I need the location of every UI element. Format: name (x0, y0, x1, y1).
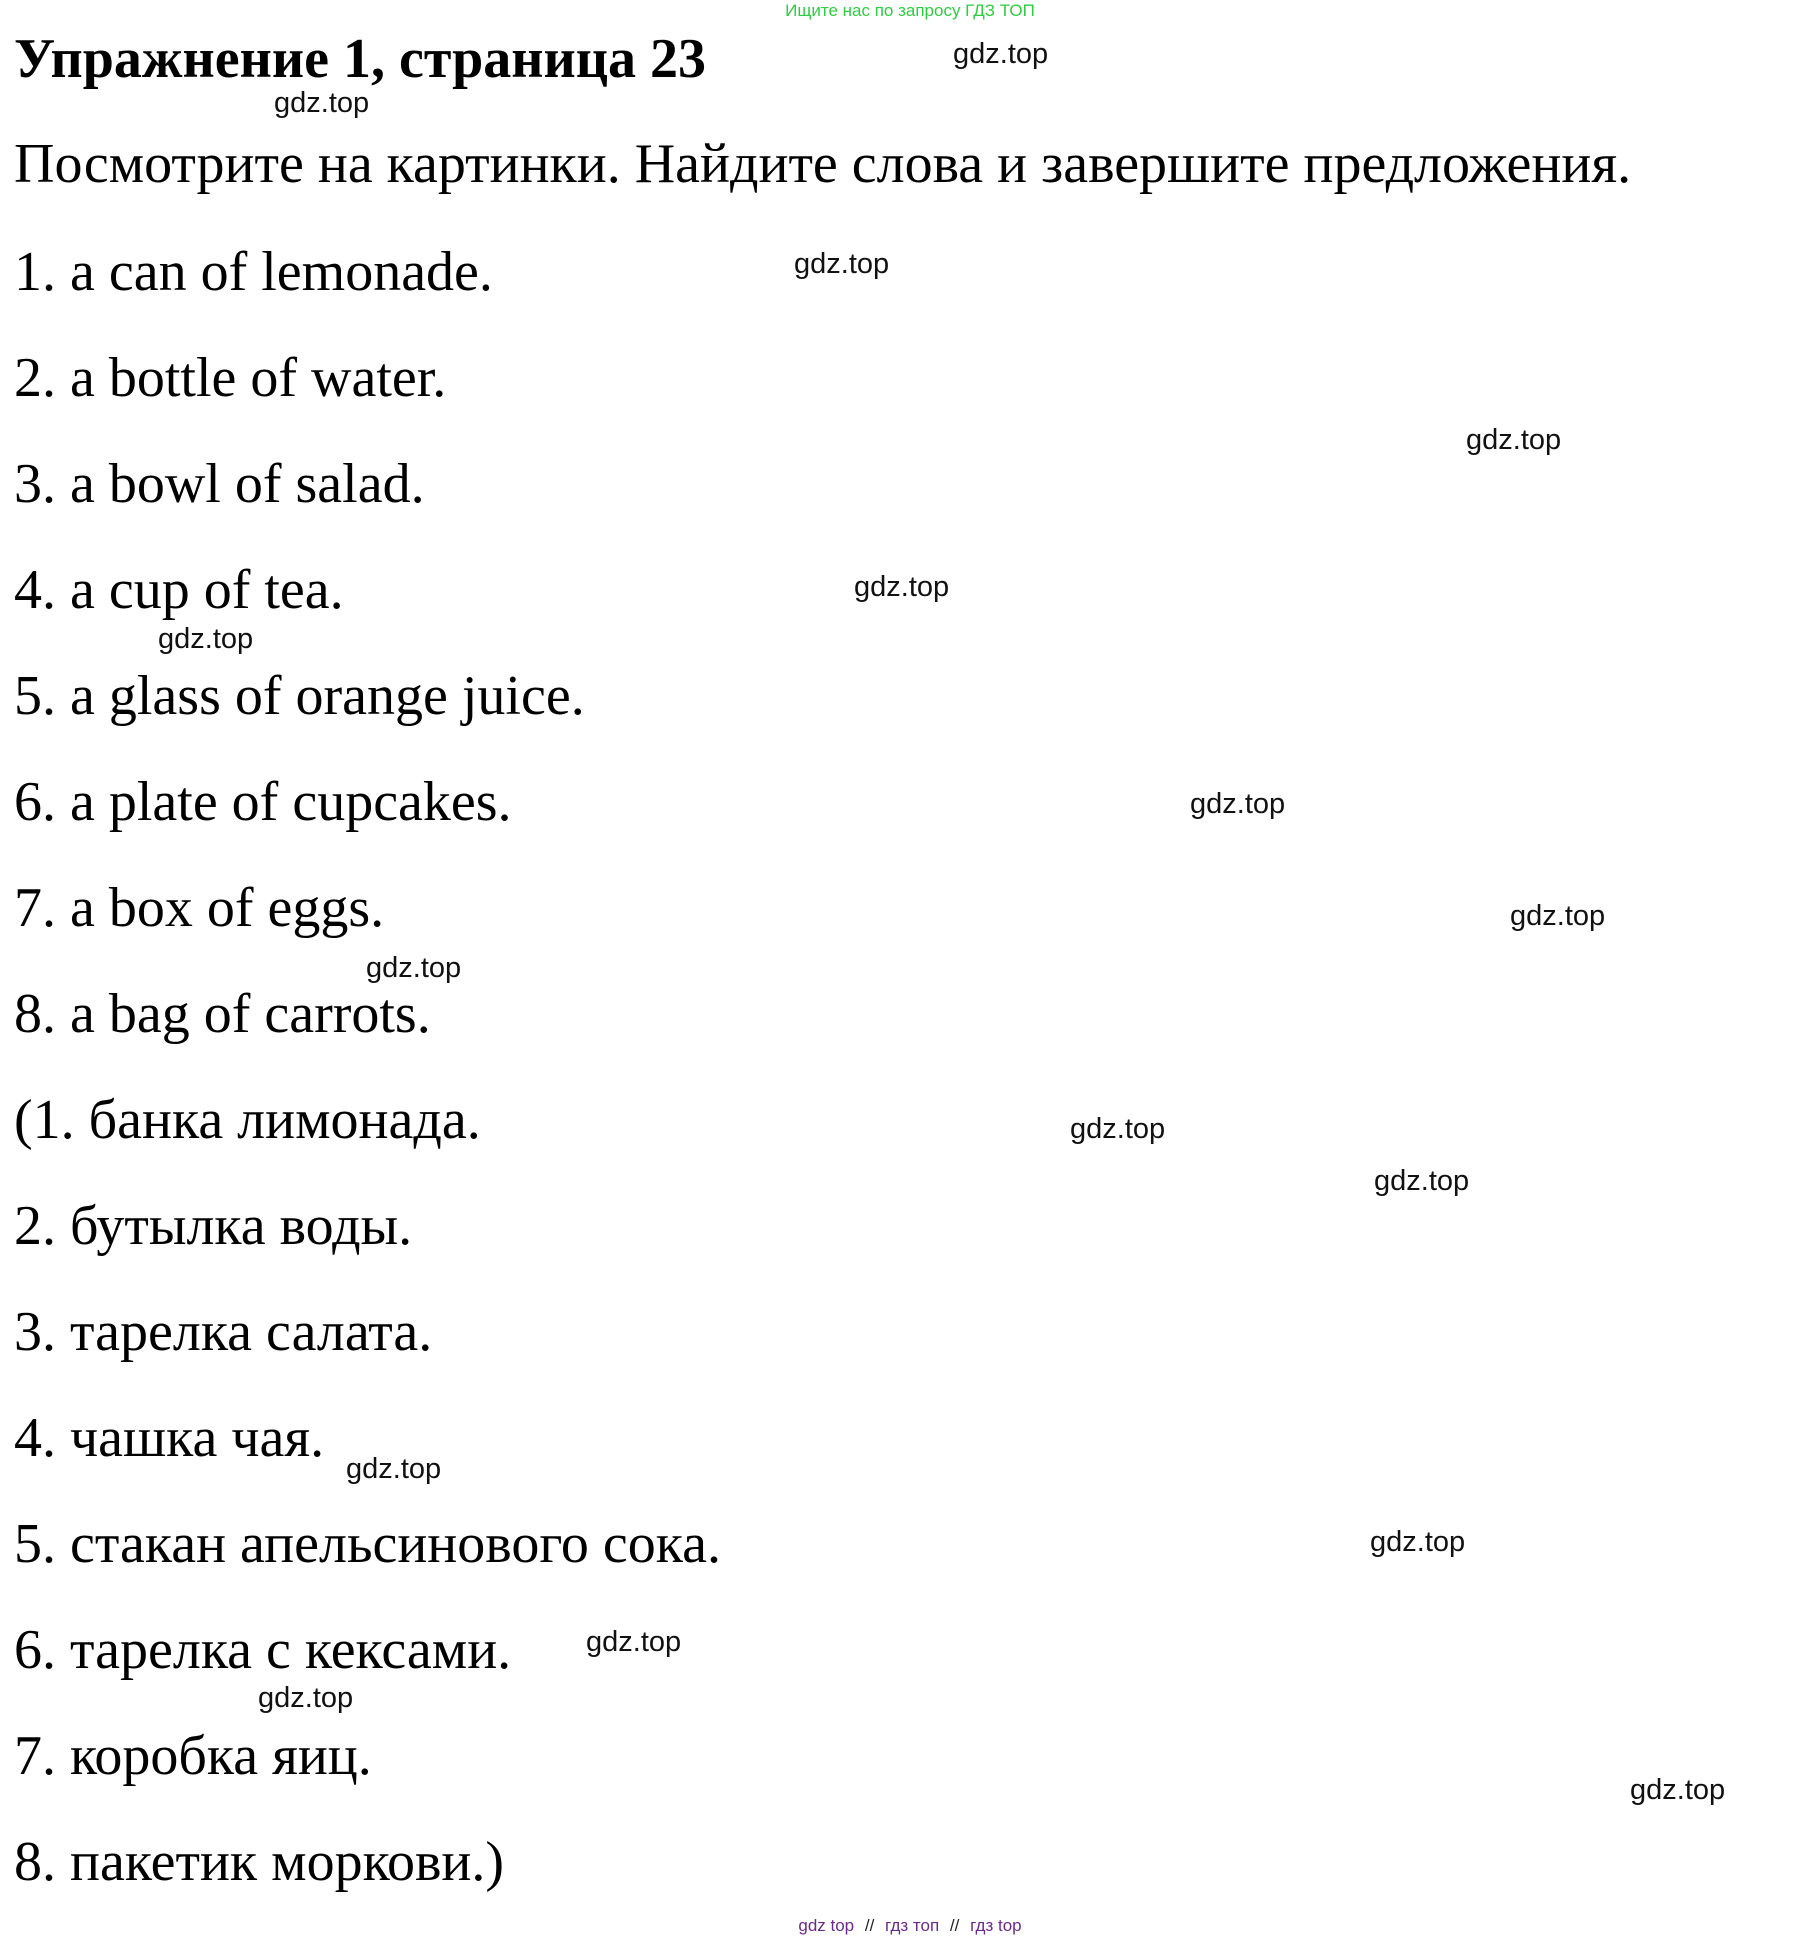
watermark: gdz.top (586, 1626, 682, 1658)
watermark: gdz.top (1070, 1113, 1166, 1145)
watermark: gdz.top (1190, 788, 1286, 820)
english-item-1: 1. a can of lemonade. (14, 241, 493, 303)
russian-item-1: (1. банка лимонада. (14, 1089, 481, 1151)
russian-item-6: 6. тарелка с кексами. (14, 1619, 512, 1681)
watermark: gdz.top (1630, 1774, 1726, 1806)
watermark: gdz.top (1370, 1526, 1466, 1558)
english-item-6: 6. a plate of cupcakes. (14, 771, 512, 833)
watermark: gdz.top (1510, 900, 1606, 932)
watermark: gdz.top (274, 87, 370, 119)
watermark: gdz.top (346, 1453, 442, 1485)
page-title: Упражнение 1, страница 23 (14, 28, 707, 90)
instruction-text: Посмотрите на картинки. Найдите слова и завершите предложения. (14, 133, 1632, 195)
watermark: gdz.top (258, 1682, 354, 1714)
russian-item-2: 2. бутылка воды. (14, 1195, 413, 1257)
watermark: gdz.top (953, 38, 1049, 70)
watermark: gdz.top (854, 571, 950, 603)
watermark: gdz.top (1374, 1165, 1470, 1197)
english-item-8: 8. a bag of carrots. (14, 983, 431, 1045)
footer-item[interactable]: gdz top (798, 1916, 855, 1935)
watermark: gdz.top (158, 623, 254, 655)
english-item-3: 3. a bowl of salad. (14, 453, 425, 515)
english-item-4: 4. a cup of tea. (14, 559, 344, 621)
footer-separator: // (864, 1916, 875, 1935)
english-item-7: 7. a box of eggs. (14, 877, 385, 939)
footer-item[interactable]: гдз top (970, 1916, 1022, 1935)
russian-item-8: 8. пакетик моркови.) (14, 1831, 504, 1893)
russian-item-3: 3. тарелка салата. (14, 1301, 433, 1363)
watermark: gdz.top (1466, 424, 1562, 456)
english-item-2: 2. a bottle of water. (14, 347, 447, 409)
top-banner: Ищите нас по запросу ГДЗ ТОП (785, 1, 1035, 20)
footer-links (0, 1915, 1820, 1937)
russian-item-5: 5. стакан апельсинового сока. (14, 1513, 721, 1575)
watermark: gdz.top (366, 952, 462, 984)
footer-item[interactable]: гдз топ (885, 1916, 940, 1935)
watermark: gdz.top (794, 248, 890, 280)
russian-item-7: 7. коробка яиц. (14, 1725, 372, 1787)
footer-separator: // (949, 1916, 960, 1935)
english-item-5: 5. a glass of orange juice. (14, 665, 585, 727)
russian-item-4: 4. чашка чая. (14, 1407, 325, 1469)
